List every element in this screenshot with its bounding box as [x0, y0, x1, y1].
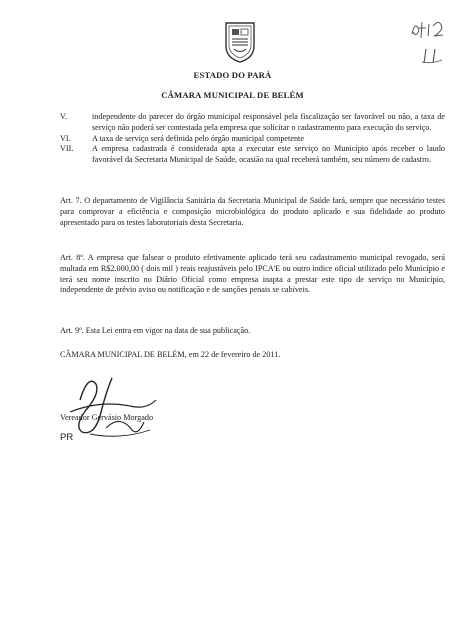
list-item: [60, 134, 445, 145]
handwritten-sheet-number: [420, 46, 444, 66]
item-number: VII.: [60, 144, 74, 154]
party-label: PR: [60, 432, 74, 443]
coat-of-arms-icon: [223, 20, 257, 64]
list-item: [60, 144, 445, 166]
handwritten-signature: [60, 370, 220, 440]
item-number: V.: [60, 112, 67, 121]
article-7: Art. 7. O departamento de Vigilância Sanitária da Secretaria Municipal de Saúde fará, sempre que necessário testes para comprovar a eficiência e composição microbiológica do produto aplicado e sua fidelidade ao produto apresentado para os testes laboratoriais desta Secretaria.: [60, 196, 445, 227]
item-text: A taxa de serviço será definida pelo órgão municipal competente: [92, 133, 304, 143]
item-text: A empresa cadastrada é considerada apta a executar este serviço no Município após receber o laudo favorável da Secretaria Municipal de Saúde, ocasião na qual receberá também, seu número de cadastro.: [92, 144, 445, 165]
item-text: independente do parecer do órgão municipal responsável pela fiscalização ser favorável ou não, a taxa de serviço não poderá ser contestada pela empresa que solicitar o cadastramento para execução do serviço.: [92, 112, 445, 132]
chamber-heading: CÂMARA MUNICIPAL DE BELÉM: [161, 90, 304, 100]
date-line: CÂMARA MUNICIPAL DE BELÉM, em 22 de fevereiro de 2011.: [60, 350, 281, 359]
state-heading: ESTADO DO PARÁ: [193, 70, 272, 80]
handwritten-page-number: [410, 16, 446, 42]
signatory-name: Vereador Gervásio Morgado: [60, 413, 154, 422]
list-item: [60, 112, 445, 134]
clause-list: [60, 112, 445, 166]
article-8: Art. 8º. A empresa que falsear o produto efetivamente aplicado terá seu cadastramento municipal revogado, será multada em R$2.000,00 ( dois mil ) reais reajustáveis pelo IPCA'E ou outro índice oficial utilizado pelo Município e terá seu nome inscrito no Diário Oficial como empresa inapta a prestar este tipo de serviço no Município, independente de prévio aviso ou notificação e de sanções penais se cabíveis.: [60, 253, 445, 295]
article-9: Art. 9º. Esta Lei entra em vigor na data de sua publicação.: [60, 326, 251, 335]
item-number: VI.: [60, 133, 71, 143]
